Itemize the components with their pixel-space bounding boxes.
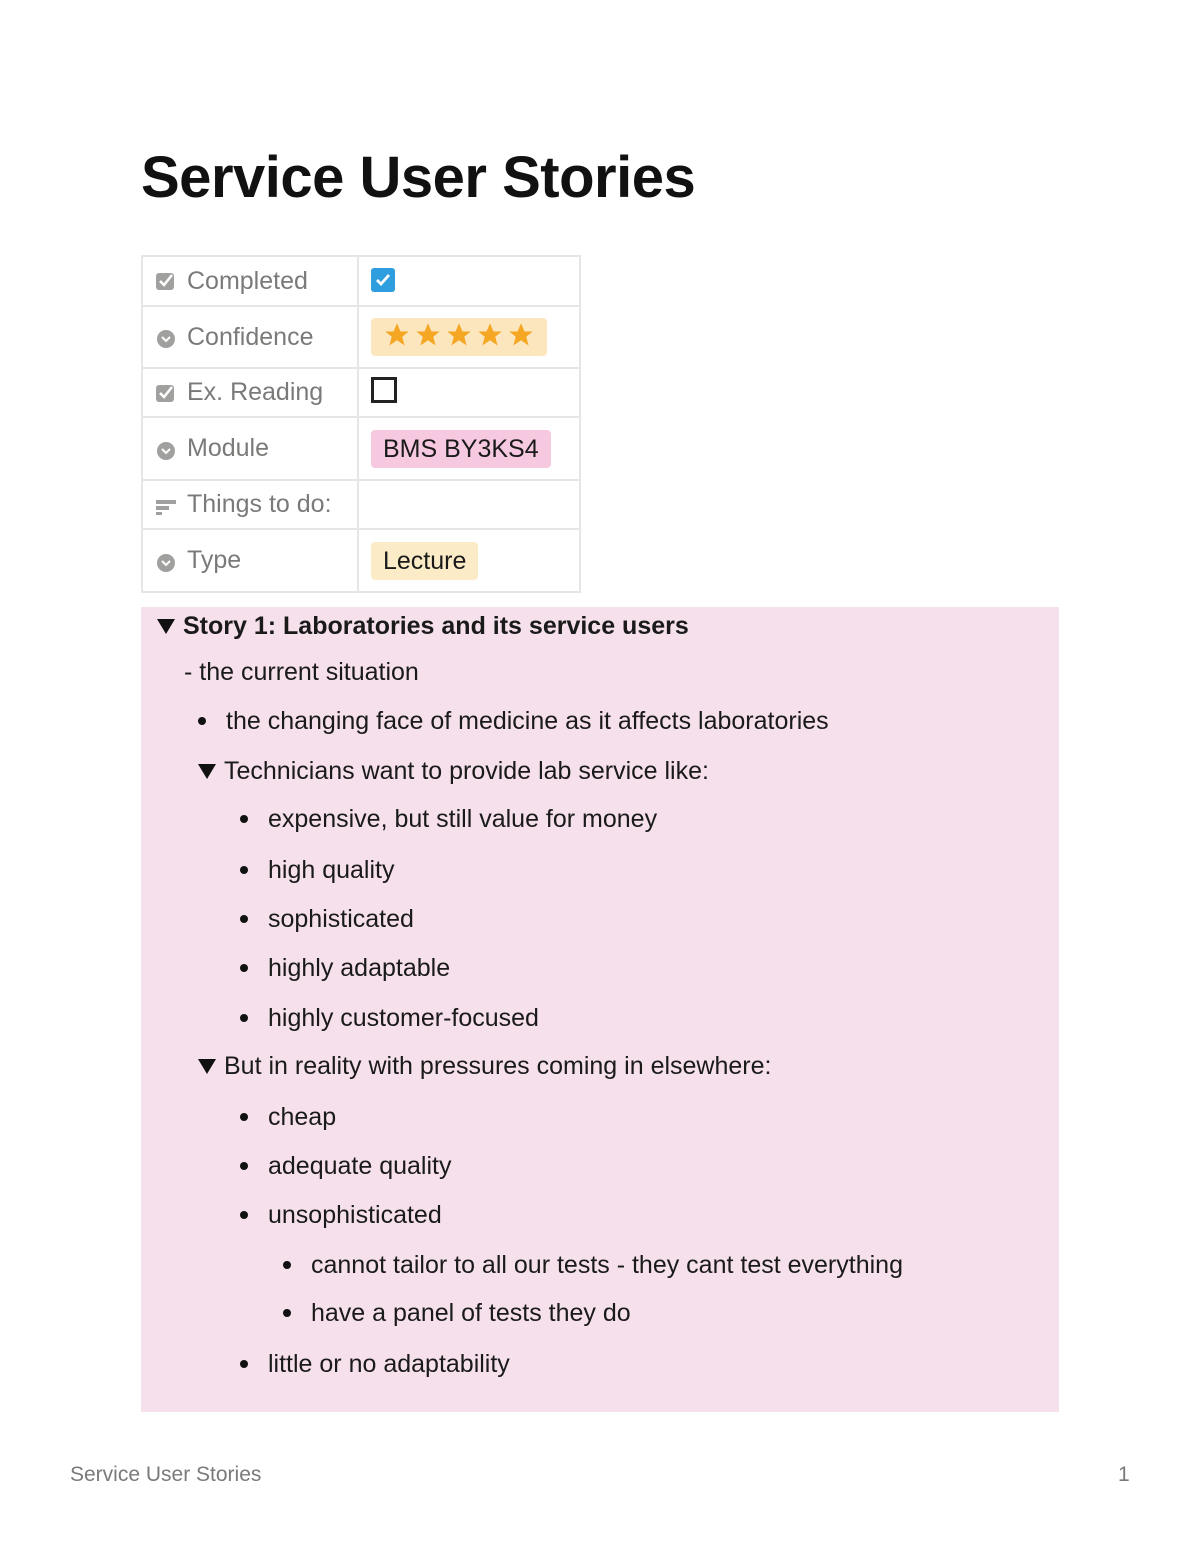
properties-table	[141, 255, 581, 593]
property-label: Things to do:	[187, 490, 332, 518]
star-icon	[445, 321, 473, 354]
bullet-icon	[240, 1113, 248, 1121]
list-item: have a panel of tests they do	[283, 1298, 631, 1328]
select-property-icon	[155, 550, 177, 572]
technicians-toggle[interactable]: Technicians want to provide lab service like:	[198, 756, 709, 786]
list-item: highly customer-focused	[240, 1003, 539, 1033]
toggle-triangle-icon[interactable]	[198, 764, 216, 779]
text-property-icon	[155, 494, 177, 516]
bullet-icon	[240, 915, 248, 923]
completed-checkbox[interactable]	[371, 268, 395, 292]
list-item: sophisticated	[240, 904, 414, 934]
bullet-icon	[240, 815, 248, 823]
story-toggle-block	[141, 607, 1059, 1412]
bullet-icon	[240, 1014, 248, 1022]
bullet-icon	[283, 1261, 291, 1269]
list-item: unsophisticated	[240, 1200, 442, 1230]
story-toggle[interactable]	[157, 611, 689, 641]
story-subtitle: - the current situation	[184, 657, 419, 686]
select-property-icon	[155, 438, 177, 460]
reality-toggle[interactable]: But in reality with pressures coming in elsewhere:	[198, 1051, 771, 1081]
things-to-do-value[interactable]	[358, 480, 580, 529]
type-tag[interactable]: Lecture	[371, 542, 478, 580]
module-tag[interactable]: BMS BY3KS4	[371, 430, 551, 468]
property-label: Ex. Reading	[187, 378, 324, 406]
toggle-triangle-icon[interactable]	[157, 619, 175, 634]
toggle-triangle-icon[interactable]	[198, 1059, 216, 1074]
property-label: Module	[187, 434, 269, 462]
property-row-things-to-do[interactable]	[142, 480, 580, 529]
property-row-confidence[interactable]	[142, 306, 580, 368]
bullet-icon	[240, 1162, 248, 1170]
star-icon	[383, 321, 411, 354]
list-item: little or no adaptability	[240, 1349, 510, 1379]
bullet-icon	[240, 1211, 248, 1219]
bullet-icon	[240, 866, 248, 874]
ex-reading-checkbox[interactable]	[371, 377, 397, 403]
page-title: Service User Stories	[141, 145, 696, 210]
list-item: cheap	[240, 1102, 336, 1132]
checkbox-property-icon	[155, 270, 177, 292]
star-icon	[476, 321, 504, 354]
property-label: Completed	[187, 266, 308, 295]
property-label: Confidence	[187, 322, 314, 351]
select-property-icon	[155, 326, 177, 348]
star-icon	[414, 321, 442, 354]
list-item: cannot tailor to all our tests - they cant test everything	[283, 1250, 903, 1280]
bullet-icon	[198, 717, 206, 725]
story-title: Story 1: Laboratories and its service users	[183, 611, 689, 640]
list-item: adequate quality	[240, 1151, 451, 1181]
bullet-icon	[240, 964, 248, 972]
checkbox-property-icon	[155, 382, 177, 404]
property-row-ex-reading[interactable]	[142, 368, 580, 417]
confidence-rating[interactable]	[371, 318, 547, 356]
page-number: 1	[1118, 1463, 1130, 1486]
bullet-icon	[283, 1309, 291, 1317]
property-row-module[interactable]	[142, 417, 580, 480]
property-label: Type	[187, 546, 242, 574]
list-item: highly adaptable	[240, 953, 450, 983]
list-item: expensive, but still value for money	[240, 804, 657, 834]
property-row-completed[interactable]	[142, 256, 580, 306]
list-item: high quality	[240, 855, 394, 885]
star-icon	[507, 321, 535, 354]
property-row-type[interactable]	[142, 529, 580, 592]
bullet-icon	[240, 1360, 248, 1368]
list-item: the changing face of medicine as it affects laboratories	[198, 706, 829, 736]
footer-title: Service User Stories	[70, 1463, 262, 1486]
